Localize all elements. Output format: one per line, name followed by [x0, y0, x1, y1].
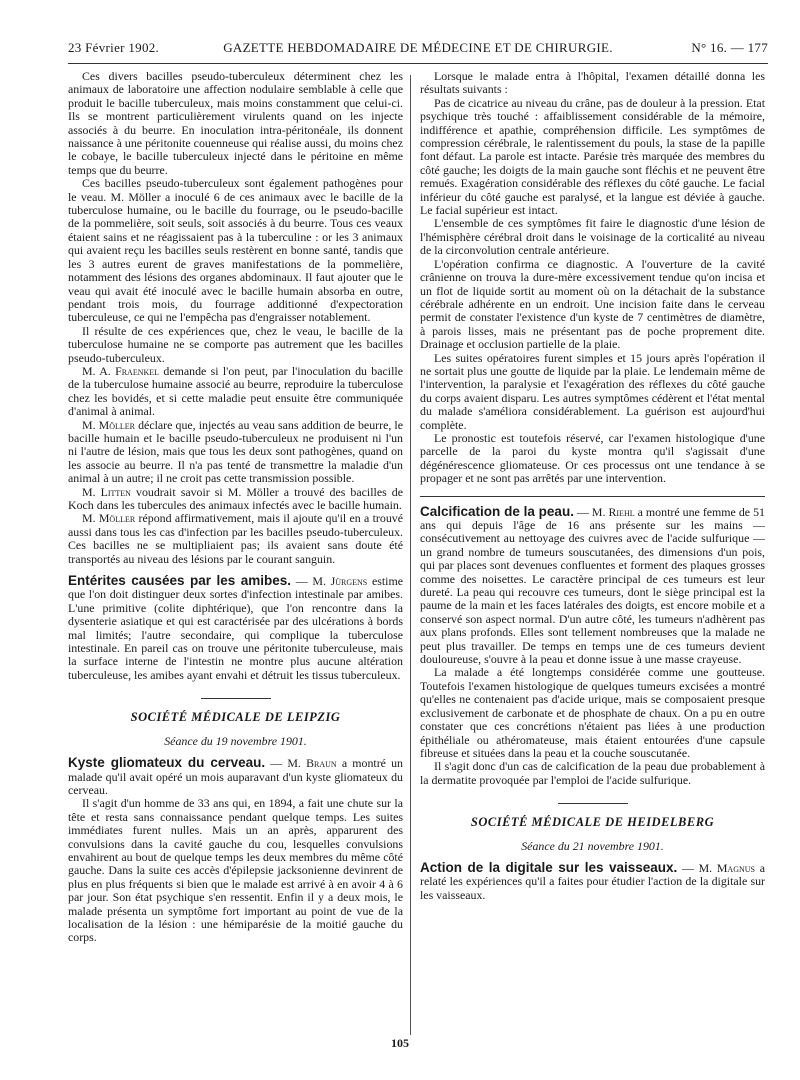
issue-date: 23 Février 1902.: [68, 40, 160, 55]
header-rule: [68, 63, 768, 64]
speaker-name: M. Riehl: [591, 504, 635, 519]
section-divider: [420, 496, 765, 497]
paragraph: Il s'agit donc d'un cas de calcification de la peau due probablement à la dermatite provoquée par l'emploi de l'acide sulfurique.: [420, 759, 765, 787]
speaker-name: M. Jürgens: [312, 574, 368, 589]
paragraph: L'ensemble de ces symptômes fit faire le diagnostic d'une lésion de l'hémisphère cérébral droit dans le voisinage de la corticalité au niveau de la circonvolution centrale antérieure.: [420, 216, 765, 258]
paragraph: Il résulte de ces expériences que, chez le veau, le bacille de la tuberculose humaine ne se comporte pas autrement que les bacilles pseudo-tuberculeux.: [68, 323, 403, 365]
left-column: [68, 70, 403, 1030]
paragraph: Les suites opératoires furent simples et 15 jours après l'opération il ne sortait plus une goutte de liquide par la plaie. Le lendemain même de l'intervention, la paralysie et l'exagération des réflexes du côté gauche du corps avaient disparu. Les autres symptômes cédèrent et l'état mental du malade s'améliora considérablement. La guérison est aujourd'hui complète.: [420, 350, 765, 432]
folio-number: 105: [391, 1036, 409, 1050]
speaker-name: M. Braun: [287, 756, 337, 771]
paragraph: M. A. Fraenkel demande si l'on peut, par l'inoculation du bacille de la tuberculose humaine associé au beurre, reproduire la tuberculose chez les bovidés, et si cette maladie peut ensuite être communiquée d'animal à animal.: [68, 363, 403, 419]
section-kyste: Kyste gliomateux du cerveau. — M. Braun a montré un malade qu'il avait opéré un mois auparavant d'un kyste gliomateux du cerveau. Il s'agit d'un homme de 33 ans qui, en 1894, a fait une chute sur la tête et resta sans connaissance pendant quelque temps. Les suites immédiates furent nulles. Mais un an après, apparurent des convulsions dans la cavité gauche du cou, lesquelles convulsions envahirent au bout de quelque temps les deux membres du même côté gauche. Dans la suite ces accès d'épilepsie jacksonienne devinrent de plus en plus fréquents si bien que le malade est arrivé à en avoir 4 à 6 par jour. Son état psychique s'en ressentit. Enfin il y a deux mois, le malade présenta un symptôme fort important au point de vue de la localisation de la lésion : une hémiparésie de la moitié gauche du corps.: [68, 755, 403, 945]
paragraph: L'opération confirma ce diagnostic. A l'ouverture de la cavité crânienne on trouva la dure-mère excessivement tendue qu'on incisa et un flot de liquide sortit au moment où on la détachait de la substance cérébrale adhérente en un endroit. Une incision faite dans le cerveau permit de constater l'existence d'un kyste de 7 centimètres de diamètre, à parois lisses, mais ne présentant pas de poche proprement dite. Drainage et occlusion partielle de la plaie.: [420, 256, 765, 352]
speaker-name: M. Möller: [82, 417, 135, 432]
paragraph: Lorsque le malade entra à l'hôpital, l'examen détaillé donna les résultats suivants :: [420, 70, 765, 97]
section-calcification: Calcification de la peau. — M. Riehl a montré une femme de 51 ans qui depuis l'âge de 16 ans présente sur les mains — consécutivement au nettoyage des cuivres avec de l'acide sulfurique — un grand nombre de tumeurs souscutanées, des dimensions d'un pois, qui par places sont devenues confluentes et forment des plaques grosses comme des noisettes. Le caractère principal de ces tumeurs est leur dureté. La peau qui recouvre ces tumeurs, dont le siège principal est la paume de la main et les faces latérales des doigts, est encore mobile et a conservé son aspect normal. D'un autre côté, les tumeurs n'adhèrent pas aux plans profonds. Elles sont tellement nombreuses que la malade ne peut plus travailler. De temps en temps une de ces tumeurs devient douloureuse, s'ouvre à la peau et donne issue à une masse crayeuse. La malade a été longtemps considérée comme une goutteuse. Toutefois l'examen histologique de quelques tumeurs excisées a montré qu'elles ne contenaient pas d'acide urique, mais se composaient presque exclusivement de carbonate et de phosphate de chaux. On a pu en outre constater que ces concrétions n'étaient pas liées à une production épithéliale ou athéromateuse, mais étaient entourées d'une capsule fibreuse et situées dans la peau et la couche souscutanée. Il s'agit donc d'un cas de calcification de la peau due probablement à la dermatite provoquée par l'emploi de l'acide sulfurique.: [420, 503, 765, 787]
right-column: [420, 70, 765, 1030]
society-heading: SOCIÉTÉ MÉDICALE DE LEIPZIG: [130, 710, 341, 725]
speaker-name: M. Litten: [82, 484, 131, 499]
society-heading: SOCIÉTÉ MÉDICALE DE HEIDELBERG: [470, 815, 715, 830]
section-digitale: Action de la digitale sur les vaisseaux. — M. Magnus a relaté les expériences qu'il a faites pour étudier l'action de la digitale sur les vaisseaux.: [420, 859, 765, 902]
section-enterites: Entérites causées par les amibes. — M. Jürgens estime que l'on doit distinguer deux sortes d'infection intestinale par amibes. L'une primitive (colite diphtérique), que l'on rencontre dans la dysenterie asiatique et qui est caractérisée par des ulcérations à bords mal limités; l'autre secondaire, qui complique la tuberculose intestinale. En pareil cas on trouve une péritonite tuberculeuse, mais la surface interne de l'intestin ne montre plus aucune altération tuberculeuse, les amibes ayant envahi et détruit les tissus tuberculeux.: [68, 573, 403, 682]
issue-number: N° 16. — 177: [691, 40, 768, 55]
session-date: Séance du 19 novembre 1901.: [164, 733, 307, 748]
paragraph: M. Litten voudrait savoir si M. Möller a trouvé des bacilles de Koch dans les tubercules des animaux infectés avec le bacille humain.: [68, 484, 403, 512]
column-divider: [410, 75, 411, 1035]
paragraph: Le pronostic est toutefois réservé, car l'examen histologique d'une parcelle de la paroi du kyste montra qu'il s'agissait d'une dégénérescence gliomateuse. Or ces processus ont une tendance à se propager et ne sont pas arrêtés par une intervention.: [420, 430, 765, 486]
paragraph: M. Möller répond affirmativement, mais il ajoute qu'il en a trouvé aussi dans tous les cas d'infection par les bacilles pseudo-tuberculeux. Ces bacilles ne se multipliaient pas; ils avaient sans doute été transportés au niveau des lésions par le courant sanguin.: [68, 511, 403, 566]
section-title: Entérites causées par les amibes.: [68, 573, 292, 589]
journal-title: GAZETTE HEBDOMADAIRE DE MÉDECINE ET DE CHIRURGIE.: [223, 40, 613, 55]
paragraph: Ces bacilles pseudo-tuberculeux sont également pathogènes pour le veau. M. Möller a inoculé 6 de ces animaux avec le bacille de la tuberculose humaine, ou le bacille du fourrage, ou le pseudo-bacille de la pommelière, soit seuls, soit associés à du beurre. Tous ces veaux étaient sains et ne réagissaient pas à la tuberculine : or les 3 animaux qui avaient reçu les bacilles seuls restèrent en bonne santé, tandis que les 3 autres eurent de graves manifestations de la pommelière, notamment des lésions des organes abdominaux. Il faut ajouter que le veau qui avait été inoculé avec le bacille humain absorba en outre, pendant trois mois, du fourrage additionné d'expectoration tuberculeuse, ce qui ne l'empêcha pas d'engraisser notablement.: [68, 176, 403, 325]
speaker-name: M. Magnus: [698, 860, 755, 875]
section-divider: [201, 698, 271, 699]
paragraph: Pas de cicatrice au niveau du crâne, pas de douleur à la pression. Etat psychique très touché : affaiblissement considérable de la mémoire, indifférence et apathie, compréhension difficile. Les symptômes de compression cérébrale, le ralentissement du pouls, la stase de la papille font défaut. La parole est intacte. Parésie très marquée des membres du côté gauche; les doigts de la main gauche sont fléchis et ne peuvent être remués. Exagération considérable des réflexes du côté gauche. Le facial inférieur du côté gauche est paralysé, et la langue est déviée à gauche. Le facial supérieur est intact.: [420, 95, 765, 218]
section-divider: [558, 803, 628, 804]
speaker-name: M. Möller: [82, 511, 136, 526]
paragraph: Il s'agit d'un homme de 33 ans qui, en 1894, a fait une chute sur la tête et resta sans connaissance pendant quelque temps. Les suites immédiates furent nulles. Mais un an après, apparurent des convulsions dans la cavité gauche du cou, lesquelles convulsions envahirent au bout de quelque temps les deux membres du même côté gauche. Dans la suite ces accès d'épilepsie jacksonienne devinrent de plus en plus fréquents si bien que le malade est arrivé à en avoir 4 à 6 par jour. Son état psychique s'en ressentit. Enfin il y a deux mois, le malade présenta un symptôme fort important au point de vue de la localisation de la lésion : une hémiparésie de la moitié gauche du corps.: [68, 796, 403, 945]
section-title: Action de la digitale sur les vaisseaux.: [420, 859, 678, 875]
paragraph: La malade a été longtemps considérée comme une goutteuse. Toutefois l'examen histologique de quelques tumeurs excisées a montré qu'elles ne contenaient pas d'acide urique, mais se composaient presque exclusivement de carbonate et de phosphate de chaux. On a pu en outre constater que ces concrétions n'étaient pas liées à une production épithéliale ou athéromateuse, mais étaient entourées d'une capsule fibreuse et situées dans la peau et la couche souscutanée.: [420, 665, 765, 760]
paragraph: Ces divers bacilles pseudo-tuberculeux déterminent chez les animaux de laboratoire une affection nodulaire semblable à celle que produit le bacille tuberculeux, mais moins constamment que celui-ci. Ils se montrent particulièrement virulents quand on les injecte associés à du beurre. En inoculation intra-péritonéale, ils donnent naissance à une péritonite couenneuse qui réalise aussi, du moins chez le cobaye, le bacille tuberculeux injecté dans le péritoine en même temps que du beurre.: [68, 70, 403, 177]
section-title: Calcification de la peau.: [420, 503, 574, 519]
speaker-name: M. A. Fraenkel: [82, 363, 160, 378]
paragraph: M. Möller déclare que, injectés au veau sans addition de beurre, le bacille humain et le bacille pseudo-tuberculeux ne produisent ni l'un ni l'autre de lésion, mais que tous les deux sont pathogènes, quand on les associe au beurre. Il n'a pas tenté de transmettre la maladie d'un animal à un autre; il ne croit pas cette transmission possible.: [68, 417, 403, 486]
page-header: [68, 40, 768, 60]
session-date: Séance du 21 novembre 1901.: [521, 838, 664, 853]
section-title: Kyste gliomateux du cerveau.: [68, 755, 266, 771]
